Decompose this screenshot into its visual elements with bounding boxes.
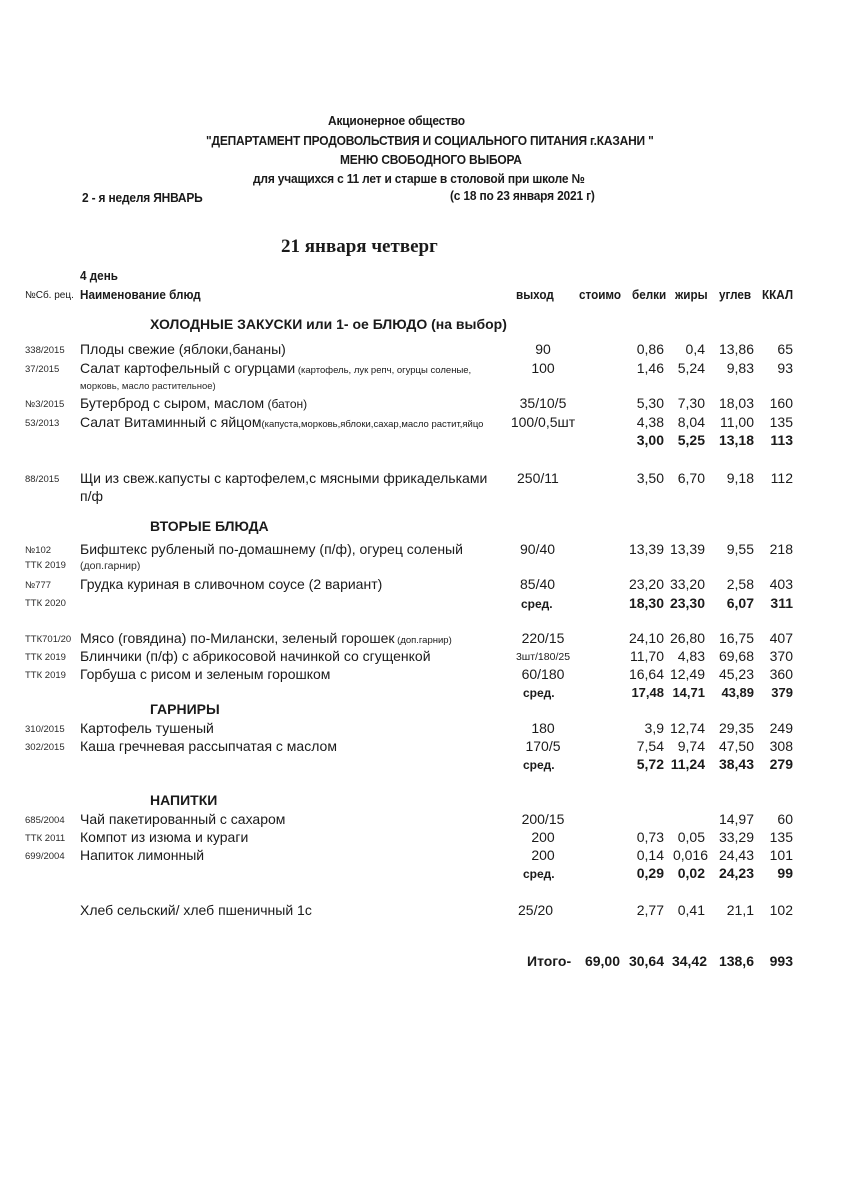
kcal: 160 [769,395,793,411]
fat: 12,49 [669,666,705,682]
kcal: 101 [769,847,793,863]
yield: 200 [531,829,555,845]
fat: 0,05 [677,829,705,845]
total-fat: 34,42 [671,953,707,969]
dish-name: Каша гречневая рассыпчатая с маслом [80,738,337,754]
yield: 90/40 [520,541,556,557]
recipe-code: 699/2004 [25,851,65,862]
fat: 7,30 [677,395,705,411]
recipe-code: 310/2015 [25,724,65,735]
protein: 2,77 [636,902,664,918]
yield: 180 [531,720,555,736]
dish-name: Мясо (говядина) по-Милански, зеленый горошек (доп.гарнир) [80,630,452,646]
avg-fat: 0,02 [677,865,705,881]
kcal: 308 [769,738,793,754]
dish-name: Горбуша с рисом и зеленым горошком [80,666,331,682]
recipe-code: 302/2015 [25,742,65,753]
avg-fat: 14,71 [672,685,705,700]
recipe-code-ttk: ТТК 2019 [25,560,66,571]
yield: 100 [531,360,555,376]
yield: 90 [535,341,551,357]
fat: 12,74 [669,720,705,736]
kcal: 218 [769,541,793,557]
kcal: 93 [777,360,793,376]
recipe-code: 53/2013 [25,418,60,429]
avg-label: сред. [523,758,555,772]
date-title: 21 января четверг [281,236,438,257]
protein: 0,73 [636,829,664,845]
recipe-code: 338/2015 [25,345,65,356]
protein: 24,10 [628,630,664,646]
avg-carbs: 24,23 [718,865,754,881]
avg-kcal: 311 [770,595,793,611]
dish-name: Хлеб сельский/ хлеб пшеничный 1с [80,902,312,918]
avg-carbs: 6,07 [726,595,754,611]
recipe-code: №102 [25,545,52,556]
kcal: 60 [777,811,793,827]
carbs: 24,43 [718,847,754,863]
dish-name: Картофель тушеный [80,720,214,736]
fat: 0,4 [685,341,705,357]
carbs: 33,29 [718,829,754,845]
yield: 60/180 [521,666,565,682]
fat: 26,80 [669,630,705,646]
avg-fat: 5,25 [677,432,705,448]
recipe-code: №777 [25,580,52,591]
avg-kcal: 99 [777,865,793,881]
kcal: 403 [769,576,793,592]
avg-fat: 23,30 [669,595,705,611]
protein: 7,54 [636,738,664,754]
kcal: 135 [769,829,793,845]
dish-name: Бифштекс рубленый по-домашнему (п/ф), огурец соленый [80,541,463,557]
fat: 8,04 [677,414,705,430]
dish-ingredients: морковь, масло растительное) [80,381,216,392]
kcal: 407 [769,630,793,646]
protein: 4,38 [636,414,664,430]
col-yield: выход [516,287,554,302]
col-kcal: ККАЛ [762,287,794,302]
protein: 0,86 [636,341,664,357]
kcal: 102 [769,902,793,918]
protein: 13,39 [628,541,664,557]
dish-name: Блинчики (п/ф) с абрикосовой начинкой со сгущенкой [80,648,431,664]
yield: 25/20 [518,902,554,918]
carbs: 14,97 [718,811,754,827]
dish-name: Чай пакетированный с сахаром [80,811,286,827]
recipe-code: 37/2015 [25,364,60,375]
menu-title: МЕНЮ СВОБОДНОГО ВЫБОРА [340,152,522,167]
fat: 9,74 [677,738,705,754]
yield: 200/15 [521,811,565,827]
protein: 1,46 [636,360,664,376]
avg-kcal: 113 [770,432,793,448]
total-carbs: 138,6 [718,953,754,969]
avg-carbs: 43,89 [721,685,754,700]
col-carbs: углев [719,287,752,302]
carbs: 16,75 [718,630,754,646]
audience-line: для учащихся с 11 лет и старше в столовой при школе № [253,171,585,186]
avg-fat: 11,24 [670,756,705,772]
carbs: 13,86 [718,341,754,357]
fat: 6,70 [677,470,705,486]
carbs: 47,50 [718,738,754,754]
period-label: (с 18 по 23 января 2021 г) [450,188,595,203]
avg-kcal: 279 [769,756,793,772]
department-name: "ДЕПАРТАМЕНТ ПРОДОВОЛЬСТВИЯ И СОЦИАЛЬНОГО ПИТАНИЯ г.КАЗАНИ " [206,133,654,148]
kcal: 360 [769,666,793,682]
avg-protein: 5,72 [636,756,664,772]
section-drinks: НАПИТКИ [150,792,218,808]
recipe-code: ТТК 2019 [25,652,66,663]
kcal: 112 [770,470,793,486]
avg-label: сред. [523,686,555,700]
section-second: ВТОРЫЕ БЛЮДА [150,518,269,534]
recipe-code: ТТК701/20 [25,634,72,645]
protein: 23,20 [628,576,664,592]
col-protein: белки [632,287,667,302]
fat: 0,41 [677,902,705,918]
carbs: 18,03 [718,395,754,411]
section-garnish: ГАРНИРЫ [150,701,220,717]
dish-name-cont: п/ф [80,488,103,504]
col-name: Наименование блюд [80,287,201,302]
col-code: №Сб. рец. [25,290,74,301]
recipe-code: ТТК 2011 [25,833,66,844]
week-label: 2 - я неделя ЯНВАРЬ [82,190,203,205]
fat: 4,83 [677,648,705,664]
protein: 16,64 [628,666,664,682]
dish-name: Компот из изюма и кураги [80,829,249,845]
avg-carbs: 13,18 [718,432,754,448]
kcal: 249 [769,720,793,736]
protein: 3,9 [644,720,664,736]
avg-label: сред. [523,867,555,881]
avg-kcal: 379 [771,685,793,700]
carbs: 9,83 [726,360,754,376]
yield: 100/0,5шт [510,414,576,430]
yield: 3шт/180/25 [515,651,571,663]
dish-name: Щи из свеж.капусты с картофелем,с мясными фрикадельками [80,470,488,486]
protein: 3,50 [636,470,664,486]
protein: 0,14 [636,847,664,863]
section-cold: ХОЛОДНЫЕ ЗАКУСКИ или 1- ое БЛЮДО (на выбор) [150,316,507,332]
recipe-code: 88/2015 [25,474,60,485]
kcal: 65 [777,341,793,357]
carbs: 45,23 [718,666,754,682]
avg-protein: 17,48 [631,685,664,700]
carbs: 9,55 [726,541,754,557]
dish-name: Грудка куриная в сливочном соусе (2 вариант) [80,576,383,592]
total-label: Итого- [527,953,572,969]
total-kcal: 993 [769,953,793,969]
col-fat: жиры [675,287,708,302]
protein: 11,70 [630,648,664,664]
recipe-code: №3/2015 [25,399,65,410]
avg-label: сред. [521,597,553,611]
avg-protein: 0,29 [636,865,664,881]
avg-carbs: 38,43 [718,756,754,772]
recipe-code: ТТК 2019 [25,670,66,681]
fat: 5,24 [677,360,705,376]
yield: 35/10/5 [519,395,567,411]
avg-protein: 18,30 [628,595,664,611]
org-line: Акционерное общество [328,113,465,128]
carbs: 21,1 [726,902,754,918]
carbs: 2,58 [726,576,754,592]
fat: 33,20 [669,576,705,592]
kcal: 370 [769,648,793,664]
protein: 5,30 [636,395,664,411]
fat: 0,016 [672,847,708,863]
col-cost: стоимо [579,287,622,302]
recipe-code-ttk: ТТК 2020 [25,598,66,609]
total-protein: 30,64 [628,953,664,969]
total-cost: 69,00 [584,953,620,969]
dish-name: Бутерброд с сыром, маслом (батон) [80,395,308,411]
yield: 220/15 [521,630,565,646]
carbs: 11,00 [720,414,754,430]
avg-protein: 3,00 [636,432,664,448]
carbs: 29,35 [718,720,754,736]
kcal: 135 [769,414,793,430]
fat: 13,39 [669,541,705,557]
yield: 200 [531,847,555,863]
yield: 85/40 [520,576,556,592]
dish-name: Салат картофельный с огурцами (картофель, лук репч, огурцы соленые, [80,360,472,376]
dish-name: Напиток лимонный [80,847,205,863]
day-label: 4 день [80,268,118,283]
carbs: 69,68 [718,648,754,664]
yield: 250/11 [517,470,559,486]
recipe-code: 685/2004 [25,815,65,826]
dish-name: Плоды свежие (яблоки,бананы) [80,341,286,357]
carbs: 9,18 [726,470,754,486]
dish-note: (доп.гарнир) [80,560,141,572]
yield: 170/5 [525,738,561,754]
dish-name: Салат Витаминный с яйцом(капуста,морковь,яблоки,сахар,масло растит,яйцо [80,414,484,430]
